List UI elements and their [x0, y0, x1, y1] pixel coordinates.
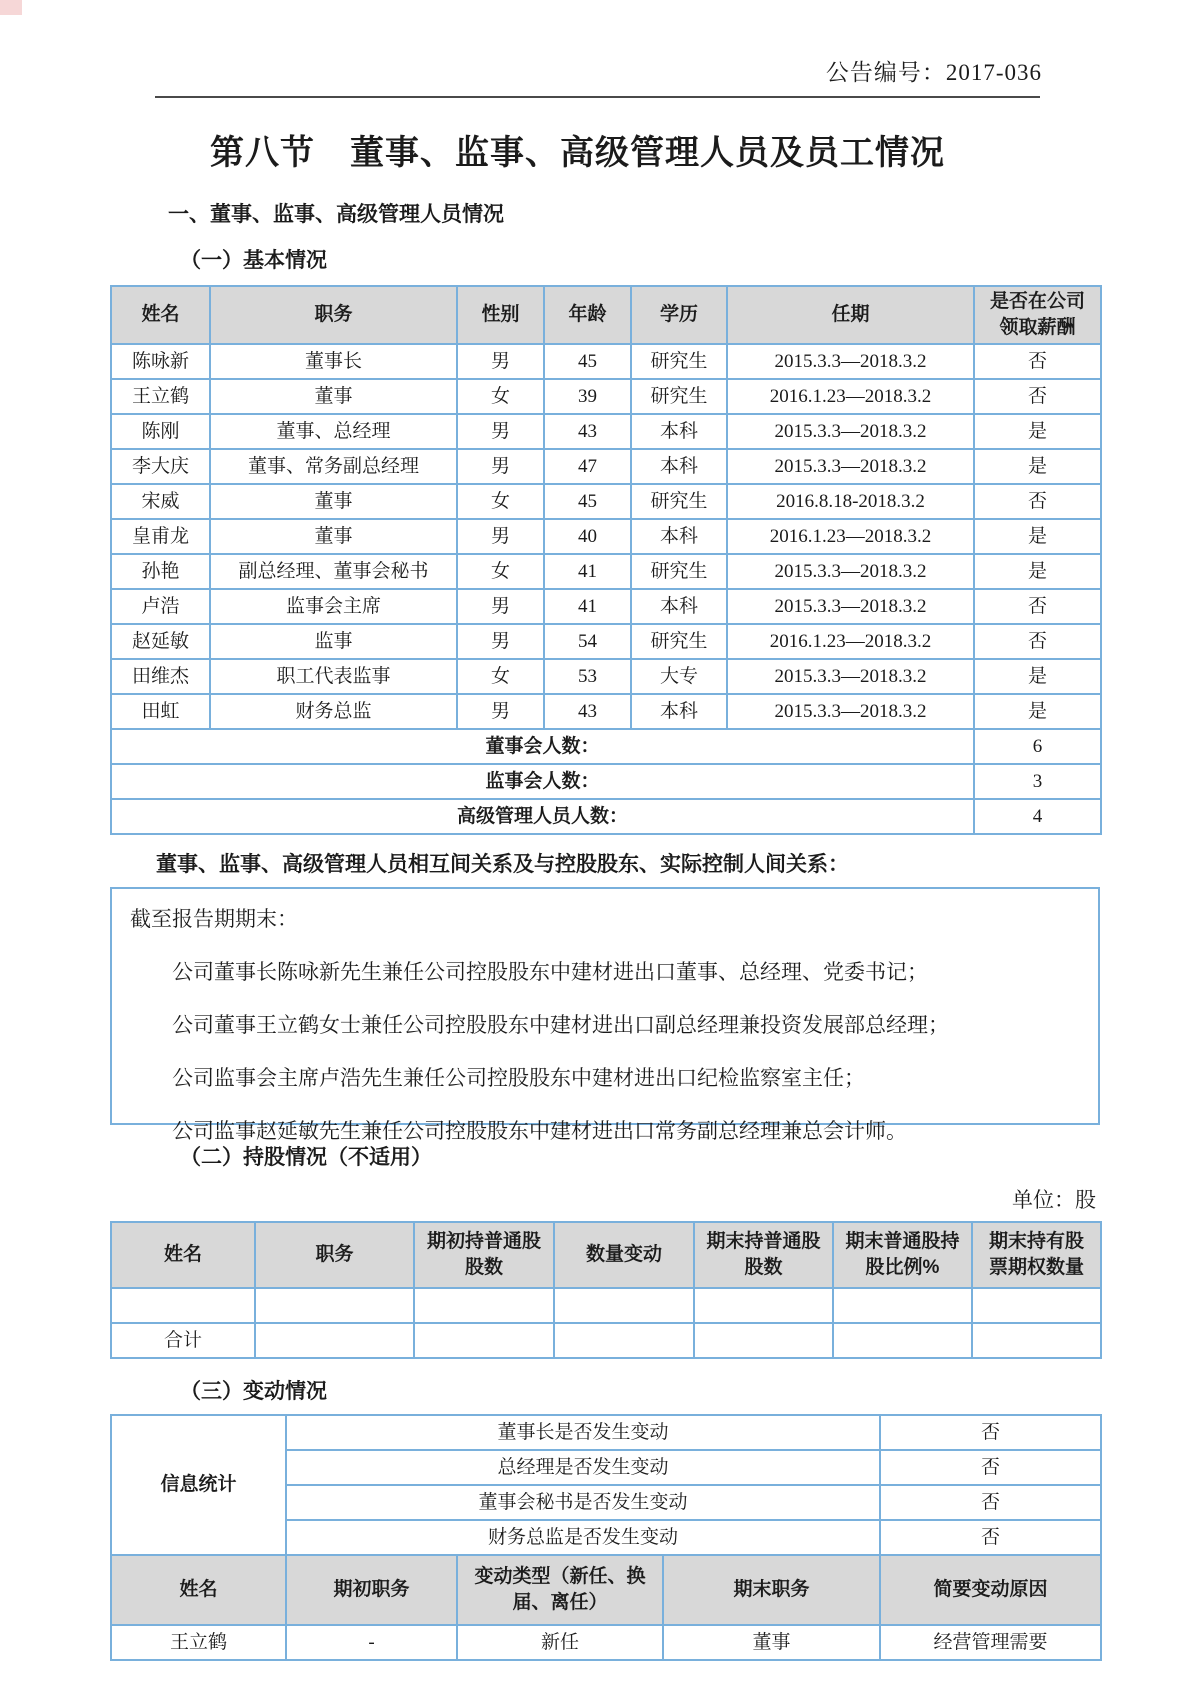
- cell-gender: 男: [457, 344, 544, 379]
- stat-row: [111, 1415, 1101, 1450]
- empty-cell: [414, 1288, 554, 1323]
- empty-cell: [694, 1323, 833, 1358]
- table-header-row: [111, 1222, 1101, 1288]
- col-header-reason: 简要变动原因: [880, 1555, 1101, 1625]
- total-label: 合计: [111, 1323, 255, 1358]
- header-rule: [155, 96, 1040, 98]
- cell-gender: 女: [457, 659, 544, 694]
- table-row: [111, 624, 1101, 659]
- cell-age: 53: [544, 659, 631, 694]
- cell-education: 本科: [631, 589, 727, 624]
- scan-artifact: [0, 0, 22, 15]
- table-header-row: [111, 1555, 1101, 1625]
- cell-name: 陈咏新: [111, 344, 210, 379]
- empty-cell: [972, 1323, 1101, 1358]
- cell-position: 监事会主席: [210, 589, 457, 624]
- col-header-paid: 是否在公司领取薪酬: [974, 286, 1101, 344]
- cell-gender: 女: [457, 484, 544, 519]
- cell-opening-position: -: [286, 1625, 457, 1660]
- cell-paid: 是: [974, 449, 1101, 484]
- table-row: [111, 484, 1101, 519]
- table-row: [111, 1288, 1101, 1323]
- empty-cell: [554, 1323, 694, 1358]
- cell-term: 2016.1.23—2018.3.2: [727, 519, 974, 554]
- cell-education: 大专: [631, 659, 727, 694]
- page-title: 第八节 董事、监事、高级管理人员及员工情况: [210, 134, 945, 172]
- cell-reason: 经营管理需要: [880, 1625, 1101, 1660]
- cell-education: 研究生: [631, 624, 727, 659]
- table-row: [111, 379, 1101, 414]
- table-row: [111, 589, 1101, 624]
- stat-answer: 否: [880, 1450, 1101, 1485]
- summary-value: 3: [974, 764, 1101, 799]
- changes-table: [110, 1414, 1102, 1661]
- cell-education: 本科: [631, 449, 727, 484]
- cell-paid: 否: [974, 624, 1101, 659]
- cell-term: 2015.3.3—2018.3.2: [727, 554, 974, 589]
- unit-label: 单位：股: [1012, 1188, 1096, 1212]
- cell-age: 54: [544, 624, 631, 659]
- cell-age: 40: [544, 519, 631, 554]
- cell-gender: 男: [457, 624, 544, 659]
- cell-paid: 否: [974, 484, 1101, 519]
- basic-info-heading: （一）基本情况: [180, 249, 327, 272]
- col-header-name: 姓名: [111, 1222, 255, 1288]
- cell-position: 董事: [210, 519, 457, 554]
- empty-cell: [554, 1288, 694, 1323]
- summary-label: 监事会人数：: [111, 764, 974, 799]
- cell-education: 研究生: [631, 379, 727, 414]
- cell-name: 田虹: [111, 694, 210, 729]
- cell-name: 王立鹤: [111, 379, 210, 414]
- empty-cell: [972, 1288, 1101, 1323]
- cell-education: 本科: [631, 694, 727, 729]
- cell-paid: 是: [974, 414, 1101, 449]
- cell-term: 2015.3.3—2018.3.2: [727, 589, 974, 624]
- cell-age: 45: [544, 484, 631, 519]
- cell-position: 职工代表监事: [210, 659, 457, 694]
- col-header-name: 姓名: [111, 286, 210, 344]
- cell-gender: 男: [457, 589, 544, 624]
- summary-value: 4: [974, 799, 1101, 834]
- relations-box: [110, 887, 1100, 1143]
- section2-heading: （二）持股情况（不适用）: [180, 1146, 432, 1169]
- col-header-opening-position: 期初职务: [286, 1555, 457, 1625]
- cell-position: 监事: [210, 624, 457, 659]
- cell-term: 2016.8.18-2018.3.2: [727, 484, 974, 519]
- cell-gender: 男: [457, 414, 544, 449]
- stat-question: 董事会秘书是否发生变动: [286, 1485, 880, 1520]
- cell-change-type: 新任: [457, 1625, 663, 1660]
- shareholding-table: [110, 1221, 1102, 1359]
- cell-name: 宋威: [111, 484, 210, 519]
- cell-paid: 是: [974, 659, 1101, 694]
- table-row: [111, 694, 1101, 729]
- cell-name: 孙艳: [111, 554, 210, 589]
- col-header-closing-ratio: 期末普通股持股比例%: [833, 1222, 972, 1288]
- cell-age: 41: [544, 589, 631, 624]
- cell-paid: 否: [974, 344, 1101, 379]
- cell-education: 研究生: [631, 344, 727, 379]
- cell-position: 董事: [210, 379, 457, 414]
- cell-term: 2016.1.23—2018.3.2: [727, 624, 974, 659]
- col-header-name: 姓名: [111, 1555, 286, 1625]
- col-header-change: 数量变动: [554, 1222, 694, 1288]
- cell-age: 43: [544, 694, 631, 729]
- cell-age: 39: [544, 379, 631, 414]
- document-content: [110, 0, 1100, 1661]
- cell-position: 董事、总经理: [210, 414, 457, 449]
- cell-age: 47: [544, 449, 631, 484]
- basic-info-table: [110, 285, 1102, 835]
- table-row: [111, 344, 1101, 379]
- stat-answer: 否: [880, 1415, 1101, 1450]
- cell-name: 卢浩: [111, 589, 210, 624]
- empty-cell: [255, 1288, 414, 1323]
- col-header-position: 职务: [210, 286, 457, 344]
- empty-cell: [414, 1323, 554, 1358]
- cell-term: 2015.3.3—2018.3.2: [727, 344, 974, 379]
- cell-name: 李大庆: [111, 449, 210, 484]
- cell-position: 董事: [210, 484, 457, 519]
- announcement-number: 公告编号：2017-036: [825, 60, 1042, 85]
- cell-paid: 是: [974, 694, 1101, 729]
- relations-paragraph: 公司监事赵延敏先生兼任公司控股股东中建材进出口常务副总经理兼总会计师。: [172, 1119, 907, 1143]
- col-header-term: 任期: [727, 286, 974, 344]
- cell-term: 2015.3.3—2018.3.2: [727, 694, 974, 729]
- cell-name: 皇甫龙: [111, 519, 210, 554]
- table-row: [111, 1625, 1101, 1660]
- cell-closing-position: 董事: [663, 1625, 880, 1660]
- col-header-education: 学历: [631, 286, 727, 344]
- cell-position: 财务总监: [210, 694, 457, 729]
- empty-cell: [833, 1323, 972, 1358]
- cell-education: 本科: [631, 414, 727, 449]
- stats-label: 信息统计: [111, 1415, 286, 1555]
- total-row: [111, 1323, 1101, 1358]
- summary-value: 6: [974, 729, 1101, 764]
- cell-paid: 否: [974, 379, 1101, 414]
- summary-row: [111, 764, 1101, 799]
- stat-question: 董事长是否发生变动: [286, 1415, 880, 1450]
- cell-education: 本科: [631, 519, 727, 554]
- col-header-options: 期末持有股票期权数量: [972, 1222, 1101, 1288]
- stat-question: 总经理是否发生变动: [286, 1450, 880, 1485]
- stat-question: 财务总监是否发生变动: [286, 1520, 880, 1555]
- cell-position: 董事、常务副总经理: [210, 449, 457, 484]
- cell-name: 陈刚: [111, 414, 210, 449]
- summary-label: 高级管理人员人数：: [111, 799, 974, 834]
- cell-age: 43: [544, 414, 631, 449]
- col-header-gender: 性别: [457, 286, 544, 344]
- cell-position: 副总经理、董事会秘书: [210, 554, 457, 589]
- table-row: [111, 519, 1101, 554]
- summary-label: 董事会人数：: [111, 729, 974, 764]
- cell-term: 2015.3.3—2018.3.2: [727, 414, 974, 449]
- cell-education: 研究生: [631, 554, 727, 589]
- summary-row: [111, 729, 1101, 764]
- table-row: [111, 554, 1101, 589]
- section1-heading: 一、董事、监事、高级管理人员情况: [168, 203, 504, 226]
- stat-answer: 否: [880, 1520, 1101, 1555]
- col-header-change-type: 变动类型（新任、换届、离任）: [457, 1555, 663, 1625]
- cell-term: 2015.3.3—2018.3.2: [727, 659, 974, 694]
- table-header-row: [111, 286, 1101, 344]
- cell-name: 王立鹤: [111, 1625, 286, 1660]
- relations-intro: 截至报告期期末：: [130, 907, 298, 931]
- cell-name: 田维杰: [111, 659, 210, 694]
- relations-heading: 董事、监事、高级管理人员相互间关系及与控股股东、实际控制人间关系：: [156, 853, 849, 876]
- table-row: [111, 449, 1101, 484]
- cell-paid: 是: [974, 554, 1101, 589]
- empty-cell: [255, 1323, 414, 1358]
- cell-education: 研究生: [631, 484, 727, 519]
- col-header-closing-position: 期末职务: [663, 1555, 880, 1625]
- cell-gender: 男: [457, 519, 544, 554]
- empty-cell: [111, 1288, 255, 1323]
- cell-age: 41: [544, 554, 631, 589]
- empty-cell: [833, 1288, 972, 1323]
- cell-gender: 男: [457, 694, 544, 729]
- relations-paragraph: 公司董事长陈咏新先生兼任公司控股股东中建材进出口董事、总经理、党委书记；: [172, 960, 928, 984]
- cell-gender: 男: [457, 449, 544, 484]
- summary-row: [111, 799, 1101, 834]
- table-row: [111, 659, 1101, 694]
- col-header-closing-shares: 期末持普通股股数: [694, 1222, 833, 1288]
- cell-paid: 否: [974, 589, 1101, 624]
- col-header-age: 年龄: [544, 286, 631, 344]
- cell-name: 赵延敏: [111, 624, 210, 659]
- relations-paragraph: 公司董事王立鹤女士兼任公司控股股东中建材进出口副总经理兼投资发展部总经理；: [172, 1013, 949, 1037]
- cell-gender: 女: [457, 554, 544, 589]
- cell-position: 董事长: [210, 344, 457, 379]
- cell-term: 2016.1.23—2018.3.2: [727, 379, 974, 414]
- section3-heading: （三）变动情况: [180, 1380, 327, 1403]
- cell-age: 45: [544, 344, 631, 379]
- cell-term: 2015.3.3—2018.3.2: [727, 449, 974, 484]
- table-row: [111, 414, 1101, 449]
- relations-paragraph: 公司监事会主席卢浩先生兼任公司控股股东中建材进出口纪检监察室主任；: [172, 1066, 865, 1090]
- stat-answer: 否: [880, 1485, 1101, 1520]
- cell-paid: 是: [974, 519, 1101, 554]
- cell-gender: 女: [457, 379, 544, 414]
- col-header-opening-shares: 期初持普通股股数: [414, 1222, 554, 1288]
- empty-cell: [694, 1288, 833, 1323]
- col-header-position: 职务: [255, 1222, 414, 1288]
